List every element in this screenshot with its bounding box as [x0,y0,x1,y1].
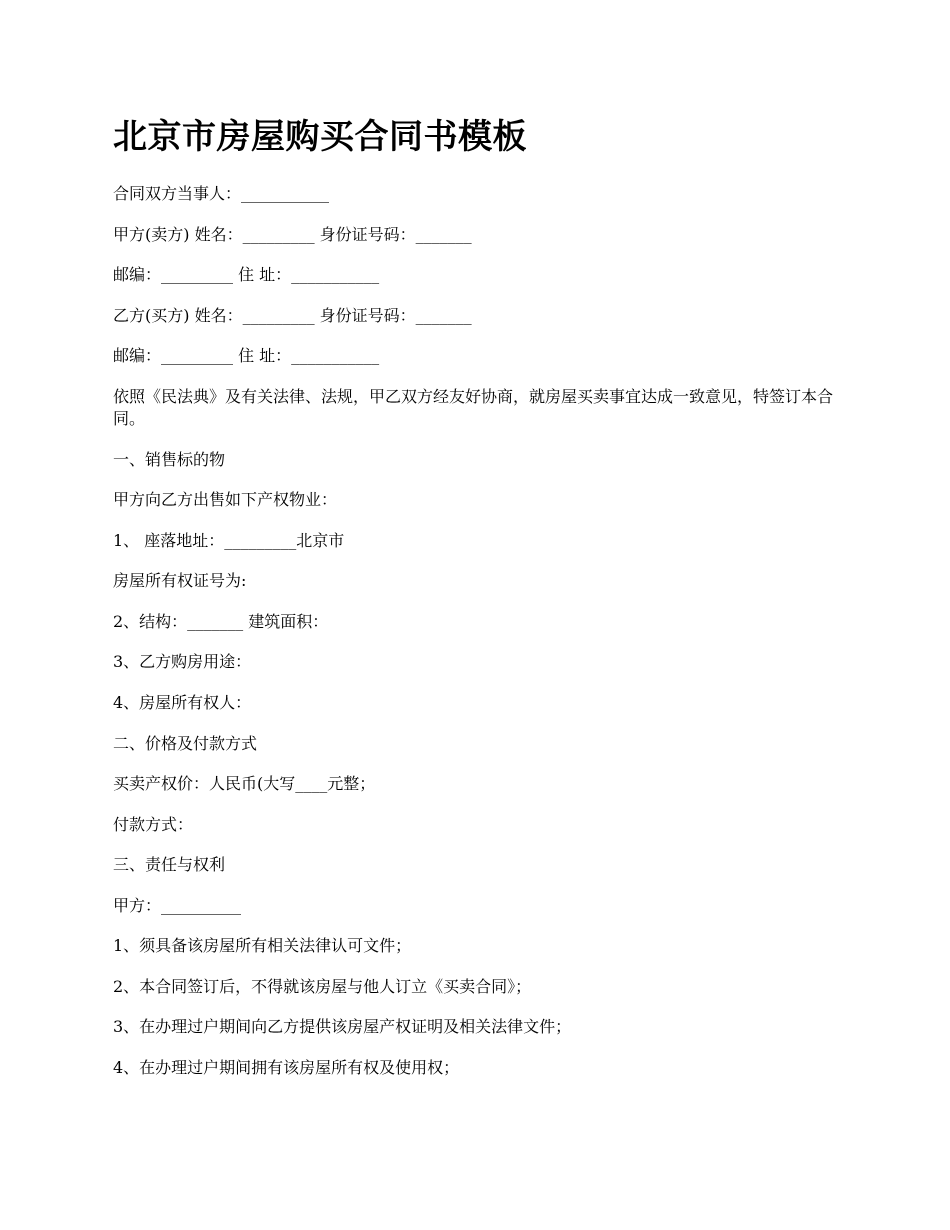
sale-price-line: 买卖产权价：人民币(大写____元整； [113,774,376,793]
preamble-paragraph: 依照《民法典》及有关法律、法规，甲乙双方经友好协商，就房屋买卖事宜达成一致意见，特签订本合同。 [113,387,834,428]
ownership-certificate-line: 房屋所有权证号为: [113,571,247,590]
buyer-postcode-address-line: 邮编：_________ 住 址：___________ [113,346,380,365]
payment-method-line: 付款方式： [113,815,194,834]
section-heading-sale-object: 一、销售标的物 [113,450,226,469]
party-a-line: 甲方：__________ [113,896,242,915]
contract-parties-line: 合同双方当事人：___________ [113,184,330,203]
property-location-line: 1、 座落地址：_________北京市 [113,531,345,550]
party-a-duty-1: 1、须具备该房屋所有相关法律认可文件； [113,936,412,955]
party-a-duty-2: 2、本合同签订后，不得就该房屋与他人订立《买卖合同》； [113,977,532,996]
property-owner-line: 4、房屋所有权人： [113,693,252,712]
sale-object-intro: 甲方向乙方出售如下产权物业： [113,490,338,509]
seller-postcode-address-line: 邮编：_________ 住 址：___________ [113,265,380,284]
structure-area-line: 2、结构：_______ 建筑面积： [113,612,329,631]
section-heading-price-payment: 二、价格及付款方式 [113,734,258,753]
seller-name-id-line: 甲方(卖方) 姓名：_________ 身份证号码：_______ [113,225,472,244]
document-title: 北京市房屋购买合同书模板 [113,117,527,157]
party-a-duty-3: 3、在办理过户期间向乙方提供该房屋产权证明及相关法律文件； [113,1017,572,1036]
buyer-name-id-line: 乙方(买方) 姓名：_________ 身份证号码：_______ [113,306,472,325]
purchase-purpose-line: 3、乙方购房用途： [113,652,252,671]
section-heading-responsibilities: 三、责任与权利 [113,855,226,874]
party-a-duty-4: 4、在办理过户期间拥有该房屋所有权及使用权； [113,1058,460,1077]
